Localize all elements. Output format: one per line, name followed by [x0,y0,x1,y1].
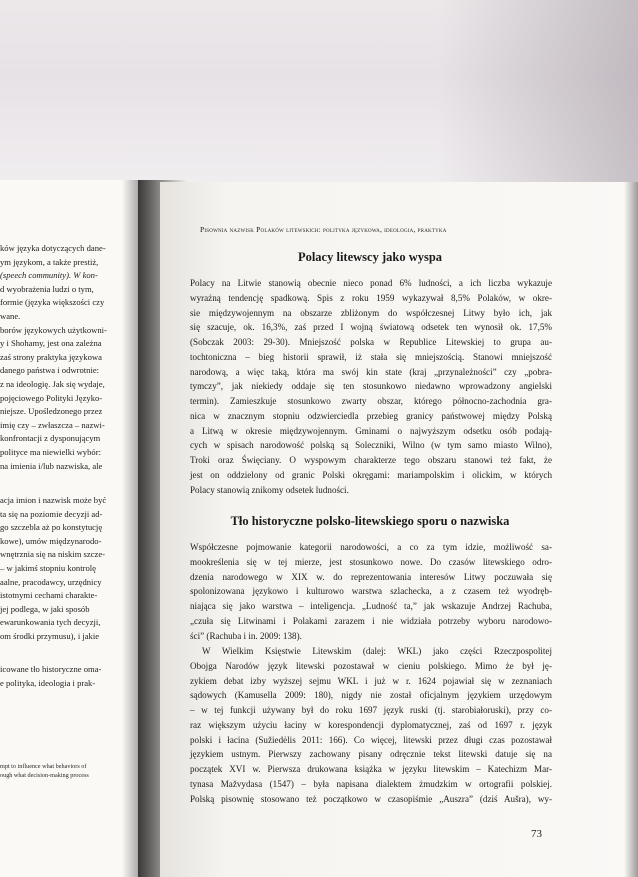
text-line: Troki oraz Święciany. O wyspowym charakterze tego obszaru stanowi też fakt, że [190,455,552,465]
left-line: konfrontacji z dysponującym [0,433,101,444]
section-1-paragraph [190,276,552,497]
text-line: jest on oddzielony od granic Polski okręgami: mariampolskim i olickim, w których [190,469,552,480]
text-line: Polacy stanowią znikomy odsetek ludności. [190,484,349,495]
left-line: wnętrznia się na niskim szcze- [0,549,105,560]
left-line: acja imion i nazwisk może być [0,495,107,505]
left-line: pojęciowego Polityki Języko- [0,392,103,403]
text-line: polski i łacina (Sužiedėlis 2011: 166). Co więcej, litewski przez długi czas pozostawał [190,734,552,745]
text-line: początek XVI w. Pierwsza drukowana książka w języku litewskim – Katechizm Mar- [190,764,552,774]
left-line: ewarunkowania tych decyzji, [0,617,101,628]
text-line: Polacy na Litwie stanowią obecnie nieco ponad 6% ludności, a ich liczba wykazuje [190,278,552,288]
page-number: 73 [531,828,542,840]
left-line: wane. [0,310,21,321]
left-line: zaś strony praktyka językowa [0,351,102,362]
left-line: istotnymi cechami charakte- [0,590,98,601]
text-line: zykiem debat izby wyższej sejmu WKL i już w r. 1624 pojawiał się w zeznaniach [190,675,552,686]
text-line: sądowych (Kamusella 2009: 180), nigdy nie został oficjalnym językiem urzędowym [190,690,552,701]
section-2-paragraph-1 [190,540,552,643]
left-paragraph-1 [0,242,140,473]
text-line: „czuła się Litwinami i Polakami zarazem i nie widziała potrzeby wyboru narodowo- [190,615,552,626]
left-line: jej podlega, w jaki sposób [0,603,90,614]
text-line: dzenia narodowego w XIX w. do reprezentowania interesów Litwy poczuwała się [190,571,552,582]
page-edge-shadow [624,182,638,877]
text-line: sie międzywojennym na obszarze zbliżonym do współczesnej Litwy było ich, jak [190,307,552,318]
section-title-1: Polacy litewscy jako wyspa [297,250,443,264]
left-paragraph-2 [0,494,140,644]
text-line: Współczesne pojmowanie kategorii narodowości, a co za tym idzie, możliwość sa- [190,542,552,552]
left-line: – w jakimś stopniu kontrolę [0,562,96,573]
left-line: na imienia i/lub nazwiska, ale [0,460,103,471]
left-line: go szczebla aż po konstytucję [0,522,103,533]
left-line: ków języka dotyczących dane- [0,243,106,253]
left-line: danego państwa i odwrotnie: [0,365,100,376]
left-line: imię czy – zwłaszcza – nazwi- [0,419,105,430]
left-line: polityce ma niewielki wybór: [0,446,101,457]
text-line: spolonizowana językowo i kulturowo warstwa szlachecka, a z czasem też wyodręb- [190,586,552,597]
text-line: narodową, a więc taką, która ma swój kin state (kraj „przynależności” czy „pobra- [190,366,552,377]
left-line: d wyobrażenia ludzi o tym, [0,283,94,294]
left-line: kowe), umów międzynarodo- [0,535,102,546]
footnote-line: mpt to influence what behaviors of [0,763,87,770]
text-line: a Litwą w okresie międzywojennym. Gminami o najwyższym odsetku osób podają- [190,425,552,436]
text-line: termin). Zamieszkuje stosunkowo zwarty obszar, którego północno-zachodnia gra- [190,396,552,406]
text-line: cych w spisach narodowość polską są Soleczniki, Wilno (w tym samo miasto Wilno), [190,440,552,451]
left-line: z na ideologię. Jak się wydaje, [0,378,105,389]
text-line: nica w znacznym stopniu odzwierciedla przebieg granicy państwowej między Polską [190,410,552,421]
left-line: ym językom, a także prestiż, [0,256,99,267]
text-line: mookreślenia się w tej mierze, jest stosunkowo nowe. Do czasów litewskiego odro- [190,556,552,567]
text-line: wyraźną tendencję spadkową. Spis z roku 1959 wykazywał 8,5% Polaków, w okre- [190,292,552,303]
text-line: (Sobczak 2003: 29-30). Mniejszość polska w Republice Litewskiej to grupa au- [190,337,552,347]
left-line: icowane tło historyczne oma- [0,664,102,674]
section-title-2: Tło historyczne polsko-litewskiego sporu o nazwiska [230,514,510,528]
left-line: (speech community). W kon- [0,270,98,281]
text-line: językiem ustnym. Pierwszy zachowany pisany odręcznie tekst litewski datuje się na [190,749,552,760]
text-line: – w tej funkcji używany był do roku 1697 język ruski (tj. starobiałoruski), przy co- [190,705,552,715]
text-line: ści” (Rachuba i in. 2009: 138). [190,630,302,641]
left-footnote [0,762,140,780]
text-line: tochtoniczna – bieg historii sprawił, iż stała się mniejszością. Stanowi mniejszość [190,351,552,362]
text-line: Polską pisownię stosowano też początkowo w czasopiśmie „Auszra” (dziś Aušra), wy- [190,793,552,804]
left-line: e polityka, ideologia i prak- [0,677,96,688]
text-line: niająca się jako warstwa – inteligencja. „Ludność ta,” jak wskazuje Andrzej Rachuba, [190,601,552,611]
text-line: Obojga Narodów język litewski pozostawał w cieniu polskiego. Mimo że był ję- [190,660,552,671]
footnote-line: ough what decision-making process [0,772,89,779]
text-line: tynasa Mažvydasa (1547) – była napisana dialektem żmudzkim w ortografii polskiej. [190,778,552,789]
left-line: ta się na poziomie decyzji ad- [0,508,103,519]
text-line: W Wielkim Księstwie Litewskim (dalej: WKL) jako części Rzeczpospolitej [202,646,552,656]
left-line: om środki przymusu), i jakie [0,630,100,641]
left-line: aalne, pracodawcy, urzędnicy [0,576,102,587]
left-line: y i Shohamy, jest ona zależna [0,338,102,349]
background-top [0,0,638,190]
running-head: Pisownia nazwisk Polaków litewskich: polityka językowa, ideologia, praktyka [200,225,447,234]
text-line: tymczy”, jak niekiedy oddaje się ten stosunkowo niedawno wprowadzony angielski [190,381,552,392]
text-line: raz większym użyciu łaciny w korespondencji dyplomatycznej, zaś od 1697 r. język [190,719,552,730]
left-line: borów językowych użytkowni- [0,324,107,335]
left-line: niejsze. Upośledzonego przez [0,406,103,417]
left-line: formie (języka większości czy [0,297,105,308]
left-paragraph-3 [0,663,140,690]
text-line: się szacuje, ok. 16,3%, zaś przed I wojną światową odsetek ten wynosił ok. 17,5% [190,322,552,333]
section-2-paragraph-2 [190,644,552,806]
